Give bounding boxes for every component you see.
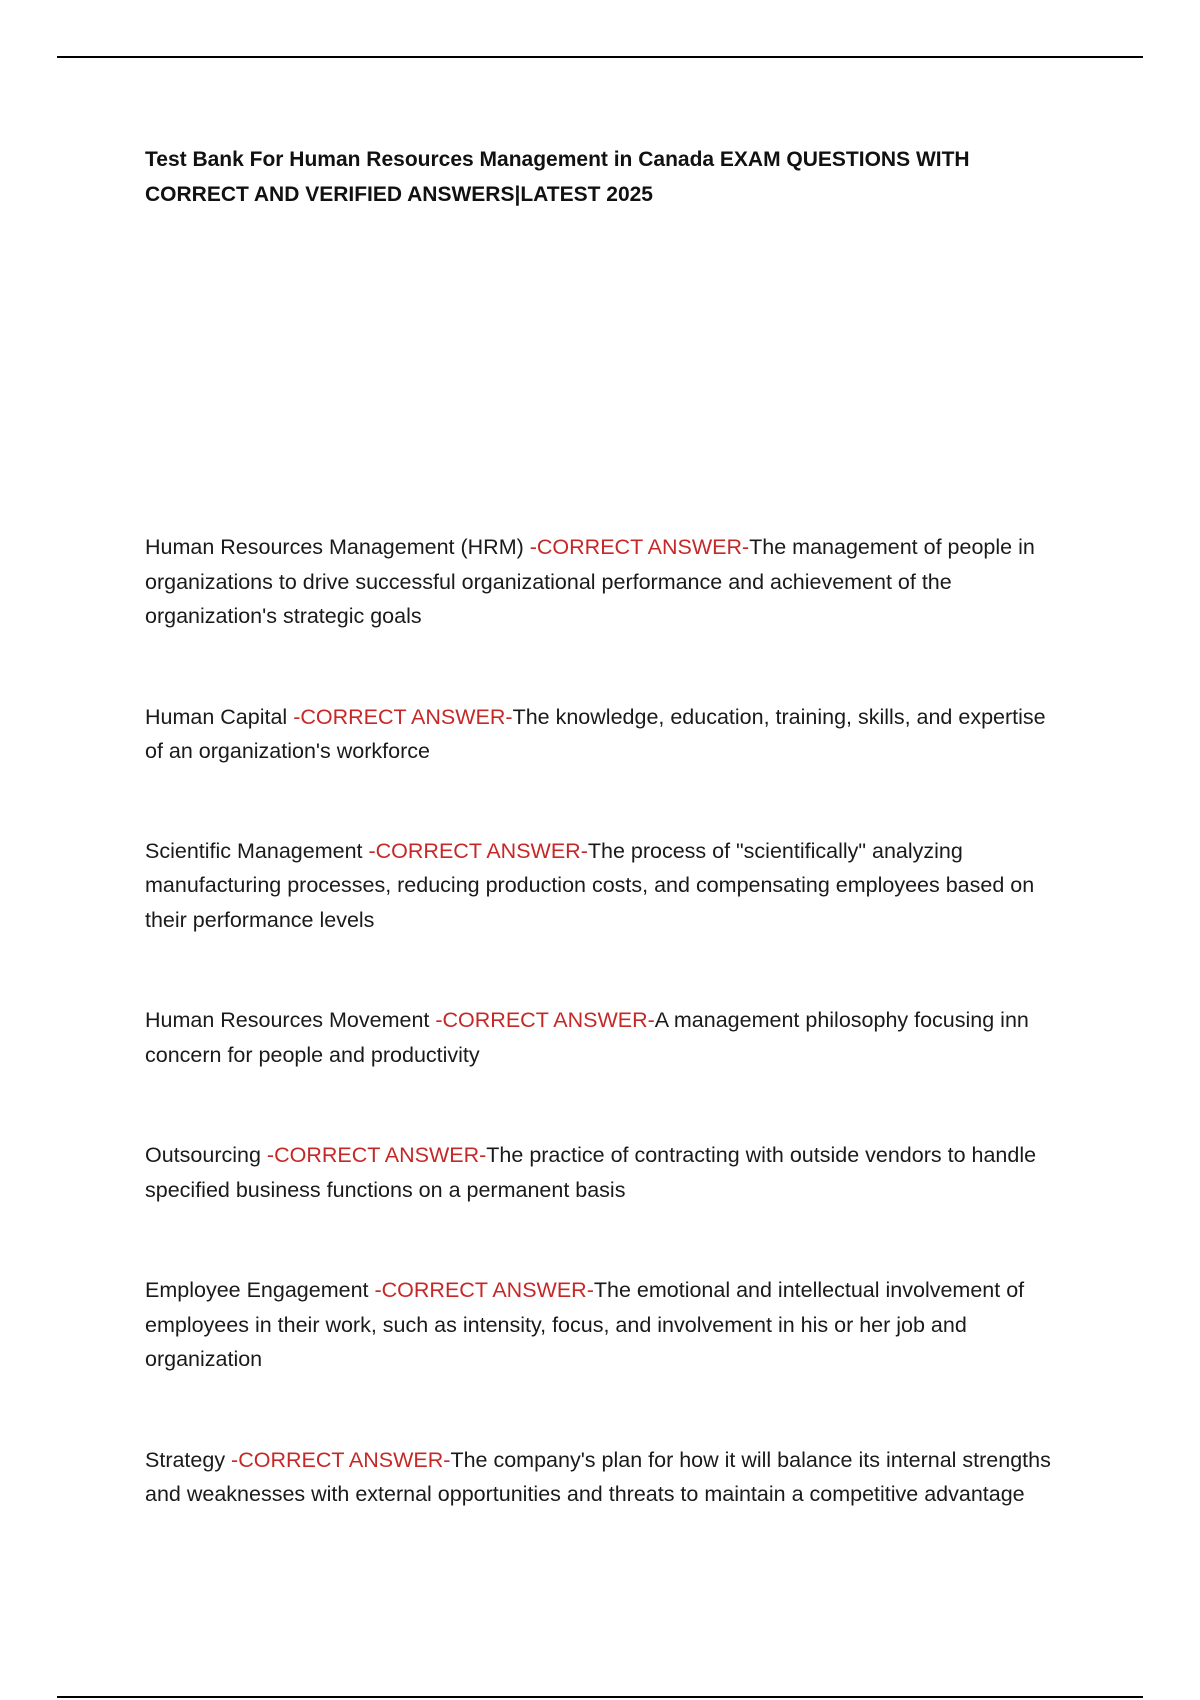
document-title: Test Bank For Human Resources Management in Canada EXAM QUESTIONS WITH CORRECT AND VERIFIED ANSWERS|LATEST 2025 (145, 148, 970, 206)
entry-term: Strategy (145, 1447, 232, 1472)
entry-hr-movement (145, 1003, 1060, 1072)
correct-answer-tag: -CORRECT ANSWER- (435, 1008, 655, 1032)
entry-outsourcing (145, 1138, 1060, 1207)
correct-answer-tag: -CORRECT ANSWER- (374, 1278, 594, 1302)
entry-definition: The practice of contracting with outside vendors to handle specified business functions on a permanent basis (145, 1143, 1037, 1202)
entry-term: Employee Engagement (145, 1278, 375, 1302)
entry-employee-engagement (145, 1273, 1060, 1377)
entry-definition: A management philosophy focusing inn concern for people and productivity (145, 1008, 1029, 1067)
entry-human-capital (145, 700, 1060, 769)
entry-definition: The knowledge, education, training, skills, and expertise of an organization's workforce (145, 704, 1046, 763)
footer-rule (57, 1696, 1143, 1698)
entry-list (145, 530, 1060, 1512)
entry-definition: The emotional and intellectual involvement of employees in their work, such as intensity, focus, and involvement in his or her job and organization (145, 1278, 1025, 1371)
entry-definition: The management of people in organizations to drive successful organizational performance and achievement of the organization's strategic goals (145, 535, 1035, 628)
entry-term: Outsourcing (145, 1143, 267, 1167)
entry-definition: The process of "scientifically" analyzing manufacturing processes, reducing production costs, and compensating employees based on their performance levels (145, 838, 1035, 932)
correct-answer-tag: -CORRECT ANSWER- (266, 1143, 487, 1167)
entry-term: Human Resources Management (HRM) (145, 535, 530, 559)
entry-term: Scientific Management (145, 838, 369, 863)
correct-answer-tag: -CORRECT ANSWER- (529, 535, 750, 559)
entry-strategy (145, 1443, 1060, 1512)
entry-hrm (145, 530, 1060, 634)
entry-definition: The company's plan for how it will balance its internal strengths and weaknesses with external opportunities and threats to maintain a competitive advantage (145, 1447, 1051, 1506)
entry-term: Human Capital (145, 704, 294, 729)
correct-answer-tag: -CORRECT ANSWER- (293, 704, 513, 729)
correct-answer-tag: -CORRECT ANSWER- (368, 838, 588, 863)
header-rule (57, 56, 1143, 58)
entry-scientific-management (145, 834, 1060, 938)
entry-term: Human Resources Movement (145, 1008, 436, 1032)
correct-answer-tag: -CORRECT ANSWER- (231, 1447, 451, 1472)
